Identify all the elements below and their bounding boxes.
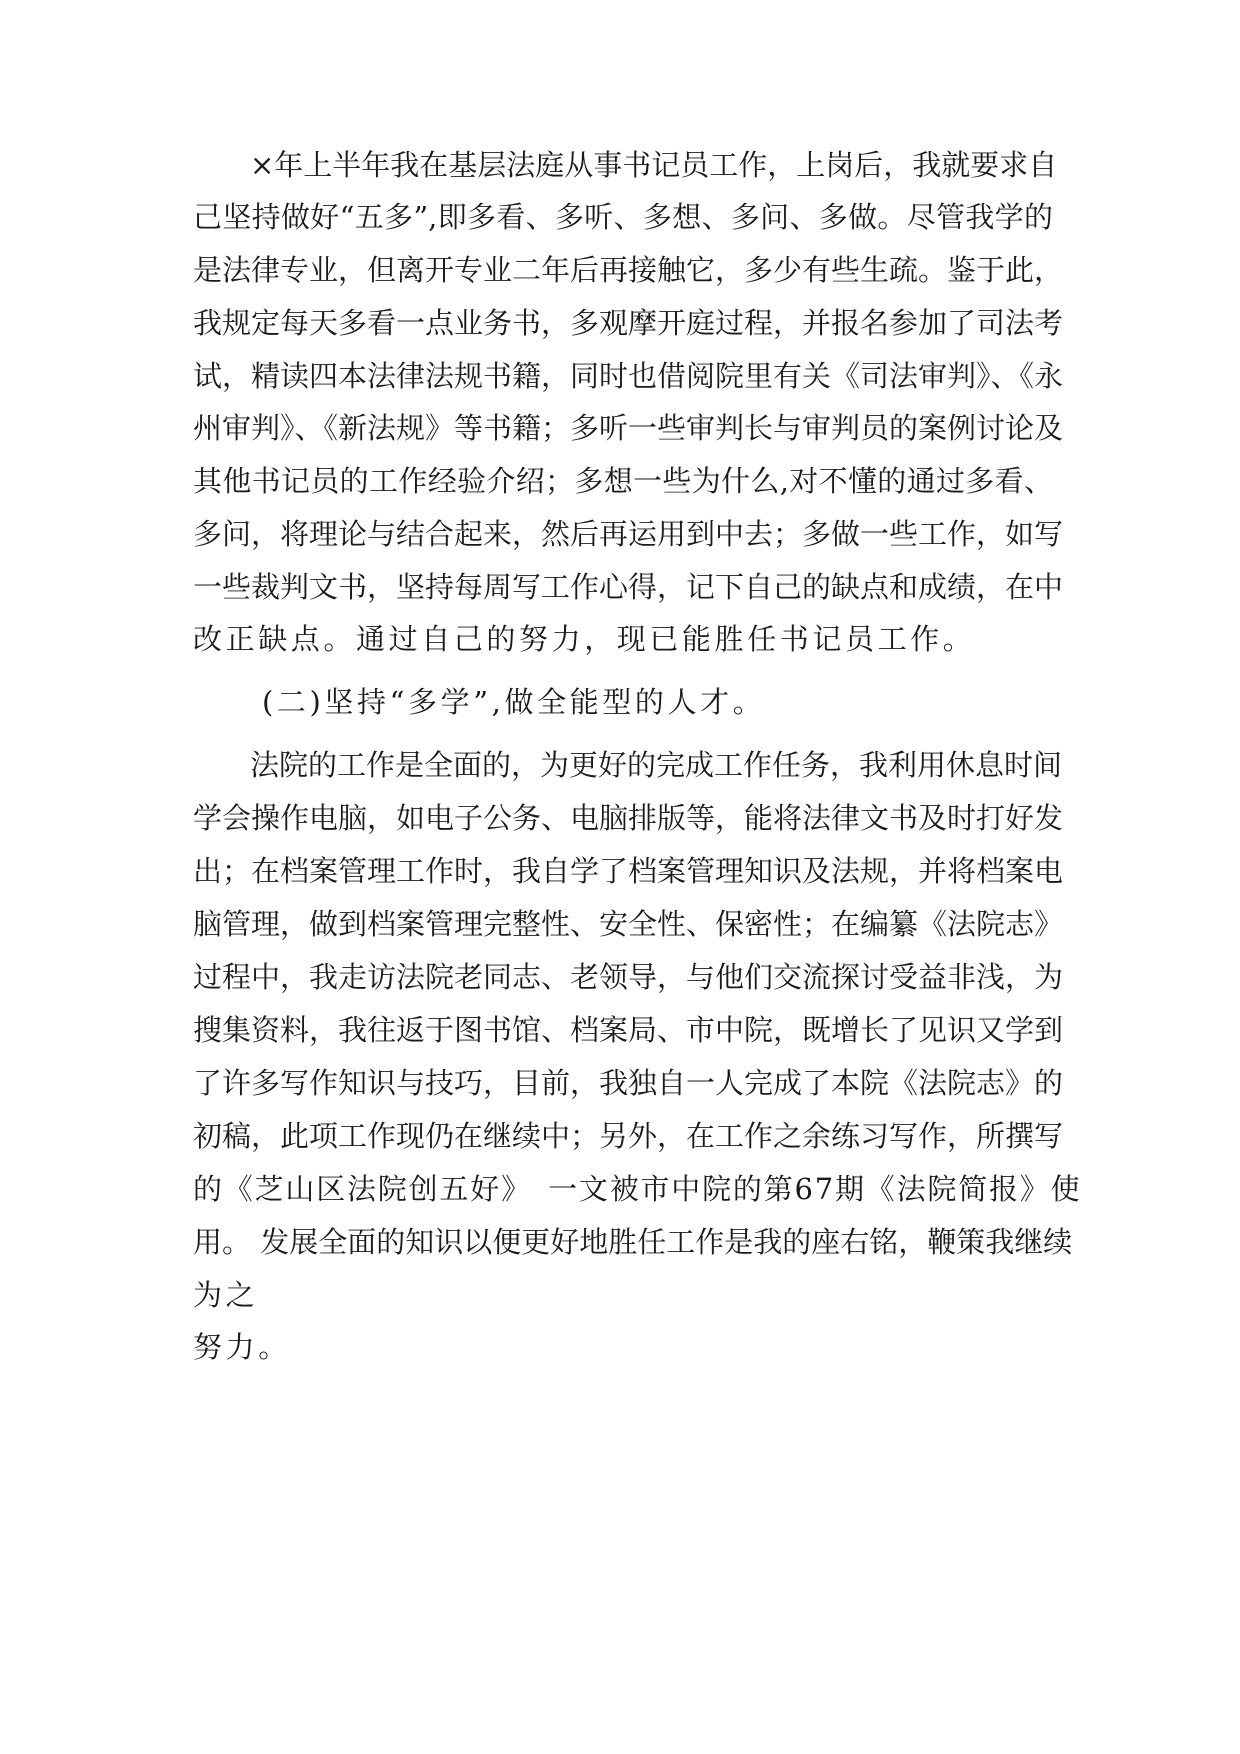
paragraph-1-line-7: 其他书记员的工作经验介绍；多想一些为什么,对不懂的通过多看、 (193, 464, 1053, 498)
paragraph-1-line-1: ×年上半年我在基层法庭从事书记员工作，上岗后，我就要求自 (250, 148, 1058, 182)
paragraph-2-line-3: 出；在档案管理工作时，我自学了档案管理知识及法规，并将档案电 (193, 854, 1064, 888)
paragraph-1-line-8: 多问，将理论与结合起来，然后再运用到中去；多做一些工作，如写 (193, 517, 1064, 551)
paragraph-2-line-9: 的《芝山区法院创五好》 一文被市中院的第67期《法院简报》使 (193, 1172, 1082, 1206)
paragraph-2-line-4: 脑管理，做到档案管理完整性、安全性、保密性；在编纂《法院志》 (193, 907, 1064, 941)
paragraph-2-line-11: 为之 (193, 1278, 259, 1312)
paragraph-1-line-9: 一些裁判文书，坚持每周写工作心得，记下自己的缺点和成绩，在中 (193, 570, 1064, 604)
paragraph-1-line-3: 是法律专业，但离开专业二年后再接触它，多少有些生疏。鉴于此， (193, 253, 1064, 287)
paragraph-1-line-5: 试，精读四本法律法规书籍，同时也借阅院里有关《司法审判》、《永 (193, 359, 1064, 393)
paragraph-1-line-6: 州审判》、《新法规》等书籍；多听一些审判长与审判员的案例讨论及 (193, 411, 1064, 445)
paragraph-2-line-12: 努力。 (193, 1330, 291, 1364)
paragraph-2-line-5: 过程中，我走访法院老同志、老领导，与他们交流探讨受益非浅，为 (193, 960, 1064, 994)
paragraph-2-line-7: 了许多写作知识与技巧，目前，我独自一人完成了本院《法院志》的 (193, 1066, 1064, 1100)
paragraph-2-line-8: 初稿，此项工作现仍在继续中；另外，在工作之余练习写作，所撰写 (193, 1119, 1064, 1153)
paragraph-1-line-10: 改正缺点。通过自己的努力，现已能胜任书记员工作。 (193, 622, 976, 656)
paragraph-1-line-4: 我规定每天多看一点业务书，多观摩开庭过程，并报名参加了司法考 (193, 306, 1064, 340)
paragraph-2-line-6: 搜集资料，我往返于图书馆、档案局、市中院，既增长了见识又学到 (193, 1013, 1064, 1047)
paragraph-1-line-2: 己坚持做好“五多”,即多看、多听、多想、多问、多做。尽管我学的 (193, 200, 1053, 234)
section-heading: (二)坚持“多学”,做全能型的人才。 (262, 685, 766, 719)
paragraph-2-line-1: 法院的工作是全面的，为更好的完成工作任务，我利用休息时间 (250, 748, 1063, 782)
paragraph-2-line-10: 用。 发展全面的知识以便更好地胜任工作是我的座右铭，鞭策我继续 (193, 1225, 1073, 1259)
paragraph-2-line-2: 学会操作电脑，如电子公务、电脑排版等，能将法律文书及时打好发 (193, 801, 1064, 835)
